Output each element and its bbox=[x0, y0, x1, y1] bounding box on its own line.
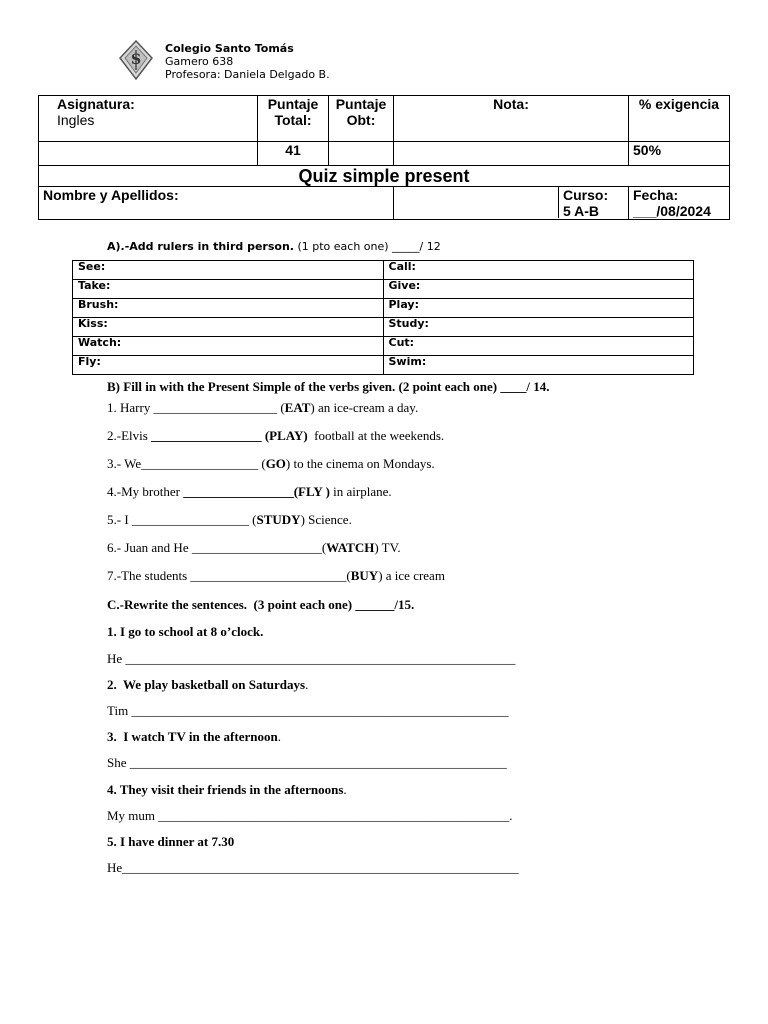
verb-cell[interactable]: See: bbox=[73, 261, 384, 280]
prompt-tail: . bbox=[277, 729, 281, 744]
date-value[interactable]: ___/08/2024 bbox=[633, 203, 711, 219]
verb-cell[interactable]: Swim: bbox=[383, 356, 694, 375]
item-text: 5.- I __________________ ( bbox=[107, 512, 257, 527]
grade-field[interactable] bbox=[394, 142, 629, 166]
item-text: ) a ice cream bbox=[378, 568, 445, 583]
exercise-b-item[interactable] bbox=[107, 512, 352, 528]
name-label[interactable]: Nombre y Apellidos: bbox=[39, 187, 394, 220]
school-info bbox=[165, 42, 330, 81]
verb-cell[interactable]: Play: bbox=[383, 299, 694, 318]
course-label: Curso: bbox=[563, 187, 609, 203]
verb-cell[interactable]: Cut: bbox=[383, 337, 694, 356]
section-a-title: A).-Add rulers in third person. bbox=[107, 240, 294, 253]
name-field-extension[interactable] bbox=[394, 187, 629, 220]
verb-cell[interactable]: Study: bbox=[383, 318, 694, 337]
item-text: 7.-The students ________________________( bbox=[107, 568, 351, 583]
item-text: 1. Harry ___________________ ( bbox=[107, 400, 285, 415]
total-score-label: Puntaje Total: bbox=[258, 96, 329, 142]
section-a-heading bbox=[107, 240, 441, 253]
section-b-title: B) Fill in with the Present Simple of the verbs given. (2 point each one) ____/ 14. bbox=[107, 379, 550, 394]
table-row bbox=[73, 280, 694, 299]
date-label: Fecha: bbox=[633, 187, 679, 203]
item-text: ) to the cinema on Mondays. bbox=[285, 456, 435, 471]
item-verb: STUDY bbox=[256, 512, 301, 527]
verb-cell[interactable]: Fly: bbox=[73, 356, 384, 375]
school-address: Gamero 638 bbox=[165, 55, 234, 68]
rewrite-answer-line[interactable]: My mum ______________________________________________________. bbox=[107, 808, 513, 823]
requirement-label: % exigencia bbox=[629, 96, 730, 142]
subject-cell bbox=[39, 96, 258, 142]
section-c-title: C.-Rewrite the sentences. (3 point each one) ______/15. bbox=[107, 597, 415, 612]
item-blank: _________________ bbox=[183, 484, 294, 499]
item-text: 3.- We__________________ ( bbox=[107, 456, 266, 471]
exercise-b-item[interactable] bbox=[107, 540, 401, 556]
exercise-b-item[interactable] bbox=[107, 484, 392, 500]
svg-text:S: S bbox=[130, 52, 142, 68]
item-verb: (PLAY) bbox=[264, 428, 308, 443]
item-text: 4.-My brother bbox=[107, 484, 184, 499]
table-row bbox=[73, 299, 694, 318]
rewrite-prompt: 1. I go to school at 8 o’clock. bbox=[107, 624, 264, 639]
item-text: ) TV. bbox=[374, 540, 401, 555]
course-cell bbox=[558, 187, 628, 218]
item-text: 2.-Elvis bbox=[107, 428, 152, 443]
rewrite-answer-line[interactable]: He ____________________________________________________________ bbox=[107, 651, 516, 666]
exercise-b-item[interactable] bbox=[107, 568, 445, 584]
rewrite-answer-line[interactable]: Tim __________________________________________________________ bbox=[107, 703, 509, 718]
prompt-text: 3. I watch TV in the afternoon bbox=[107, 729, 278, 744]
exercise-b-item[interactable] bbox=[107, 456, 435, 472]
rewrite-answer-line[interactable]: She __________________________________________________________ bbox=[107, 755, 507, 770]
subject-value: Ingles bbox=[57, 112, 95, 128]
item-verb: GO bbox=[265, 456, 286, 471]
prompt-tail: . bbox=[305, 677, 309, 692]
table-row bbox=[73, 356, 694, 375]
requirement-value: 50% bbox=[629, 142, 730, 166]
section-a-points: (1 pto each one) _____/ 12 bbox=[297, 240, 441, 253]
table-row bbox=[73, 261, 694, 280]
quiz-title: Quiz simple present bbox=[39, 166, 730, 187]
verb-cell[interactable]: Brush: bbox=[73, 299, 384, 318]
item-blank: _________________ bbox=[151, 428, 265, 443]
rewrite-answer-line[interactable]: He_____________________________________________________________ bbox=[107, 860, 519, 875]
item-verb: EAT bbox=[284, 400, 311, 415]
date-cell bbox=[629, 187, 730, 220]
verb-cell[interactable]: Take: bbox=[73, 280, 384, 299]
total-score-value: 41 bbox=[258, 142, 329, 166]
verb-cell[interactable]: Call: bbox=[383, 261, 694, 280]
item-text: in airplane. bbox=[329, 484, 392, 499]
prompt-text: 2. We play basketball on Saturdays bbox=[107, 677, 306, 692]
table-row bbox=[73, 337, 694, 356]
blank-cell bbox=[39, 142, 258, 166]
item-verb: BUY bbox=[350, 568, 379, 583]
teacher-name: Profesora: Daniela Delgado B. bbox=[165, 68, 330, 81]
item-text: ) an ice-cream a day. bbox=[310, 400, 419, 415]
table-row bbox=[73, 318, 694, 337]
grade-label: Nota: bbox=[394, 96, 629, 142]
verbs-table bbox=[72, 260, 694, 375]
grading-table bbox=[38, 95, 730, 220]
prompt-text: 4. They visit their friends in the afternoons bbox=[107, 782, 344, 797]
item-verb: WATCH bbox=[326, 540, 375, 555]
exercise-b-item[interactable] bbox=[107, 400, 418, 416]
item-text: 6.- Juan and He ____________________( bbox=[107, 540, 327, 555]
school-name: Colegio Santo Tomás bbox=[165, 42, 294, 55]
item-text: ) Science. bbox=[300, 512, 352, 527]
subject-label: Asignatura: bbox=[57, 96, 135, 112]
item-verb: (FLY ) bbox=[293, 484, 330, 499]
rewrite-prompt bbox=[107, 782, 347, 798]
exercise-b-item[interactable] bbox=[107, 428, 444, 444]
obtained-score-field[interactable] bbox=[329, 142, 394, 166]
course-value: 5 A-B bbox=[563, 203, 600, 219]
item-text: football at the weekends. bbox=[307, 428, 445, 443]
verb-cell[interactable]: Give: bbox=[383, 280, 694, 299]
school-logo bbox=[118, 40, 154, 80]
verb-cell[interactable]: Kiss: bbox=[73, 318, 384, 337]
prompt-tail: . bbox=[343, 782, 347, 797]
rewrite-prompt bbox=[107, 729, 281, 745]
rewrite-prompt: 5. I have dinner at 7.30 bbox=[107, 834, 235, 849]
verb-cell[interactable]: Watch: bbox=[73, 337, 384, 356]
rewrite-prompt bbox=[107, 677, 308, 693]
obtained-score-label: Puntaje Obt: bbox=[329, 96, 394, 142]
